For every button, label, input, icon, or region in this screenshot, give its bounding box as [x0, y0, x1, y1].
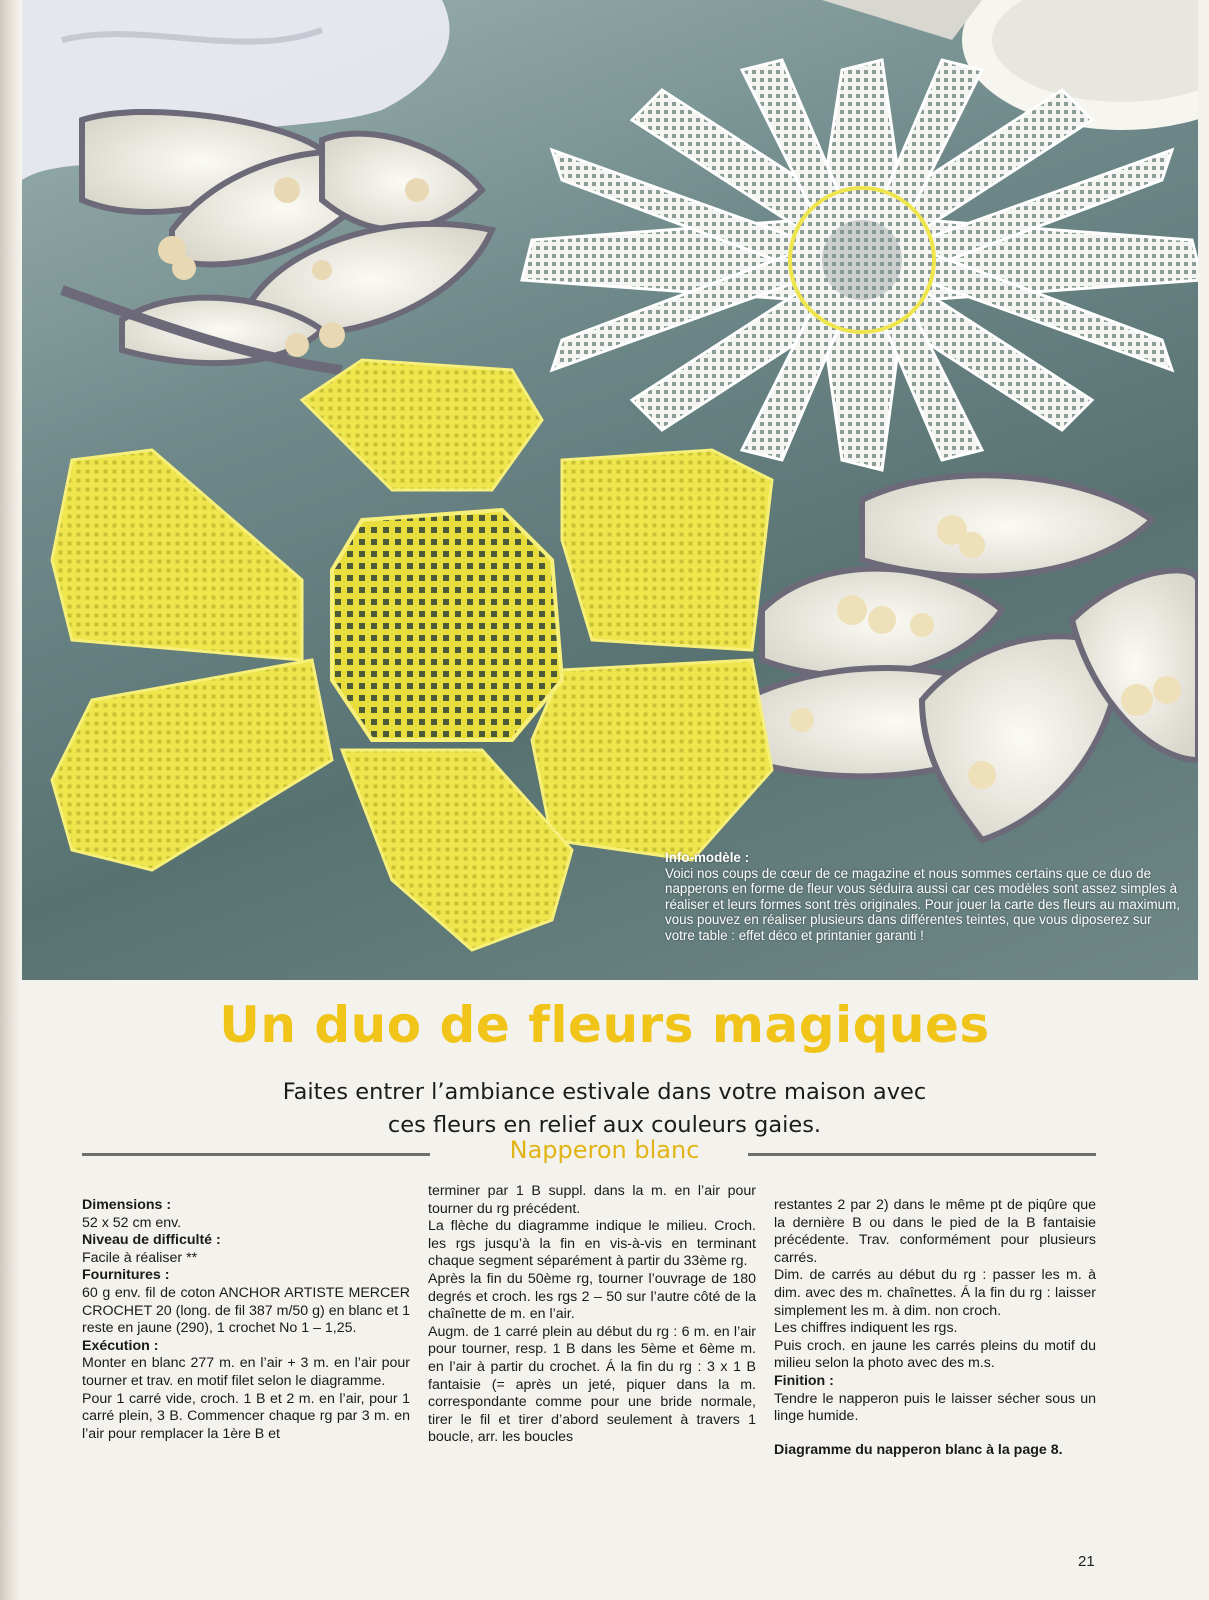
dimensions-text: 52 x 52 cm env.: [82, 1214, 182, 1231]
difficulty-label: Niveau de difficulté :: [82, 1232, 221, 1249]
column3-paragraph-3: Les chiffres indiquent les rgs.: [774, 1320, 958, 1337]
page-number: 21: [1078, 1553, 1095, 1570]
binding-edge: [0, 0, 20, 1600]
column2-paragraph-1: terminer par 1 B suppl. dans la m. en l’air pour tourner du rg précédent.: [428, 1183, 756, 1217]
column3-paragraph-4: Puis croch. en jaune les carrés pleins du motif du milieu selon la photo avec des m.s.: [774, 1337, 1096, 1372]
execution-paragraph-1: Monter en blanc 277 m. en l’air + 3 m. en l’air pour tourner et trav. en motif filet selon le diagramme.: [82, 1355, 410, 1389]
subtitle-line-2: ces fleurs en relief aux couleurs gaies.: [387, 1112, 822, 1138]
column3-paragraph-2: Dim. de carrés au début du rg : passer les m. à dim. avec des m. chaînettes. Á la fin du rg : laisser simplement les m. à dim. non croch.: [774, 1267, 1096, 1319]
supplies-label: Fournitures :: [82, 1267, 170, 1284]
column2-paragraph-4: Augm. de 1 carré plein au début du rg : 6 m. en l’air pour tourner, resp. 1 B dans les 5ème et 6ème m. en l’air à partir du crochet. Á la fin du rg : 3 x 1 B fantaisie (= après un jeté, piquer dans la m. correspondante comme pour une bride normale, tirer le fil et tirer d’abord seulement à travers 1 boucle, arr. les boucles: [428, 1323, 756, 1446]
instructions-column-3: [774, 1197, 1096, 1459]
cover-photo: [22, 0, 1198, 980]
section-divider-right: [748, 1153, 1096, 1156]
subtitle-line-1: Faites entrer l’ambiance estivale dans votre maison avec: [282, 1079, 927, 1105]
info-model-text: Voici nos coups de cœur de ce magazine et nous sommes certains que ce duo de napperons en forme de fleur vous séduira aussi car ces modèles sont assez simples à réaliser et leurs formes sont très originales. Pour jouer la carte des fleurs au maximum, vous pouvez en réaliser plusieurs dans différentes teintes, que vous diposerez sur votre table : effet déco et printanier garanti !: [665, 865, 1181, 943]
column3-paragraph-1: restantes 2 par 2) dans le même pt de piqûre que la dernière B ou dans le pied de la B fantaisie précédente. Trav. conformément pour plusieurs carrés.: [774, 1197, 1096, 1266]
diagram-reference: Diagramme du napperon blanc à la page 8.: [774, 1441, 1063, 1458]
supplies-text: 60 g env. fil de coton ANCHOR ARTISTE MERCER CROCHET 20 (long. de fil 387 m/50 g) en blanc et 1 reste en jaune (290), 1 crochet No 1 – 1,25.: [82, 1284, 410, 1337]
instructions-column-1: [82, 1197, 410, 1443]
instructions-column-2: [428, 1183, 756, 1447]
article-subtitle: [0, 1076, 1209, 1142]
article-title: Un duo de fleurs magiques: [219, 996, 990, 1054]
section-title: Napperon blanc: [509, 1136, 700, 1164]
execution-paragraph-2: Pour 1 carré vide, croch. 1 B et 2 m. en l’air, pour 1 carré plein, 3 B. Commencer chaque rg par 3 m. en l’air pour remplacer la 1ère B et: [82, 1390, 410, 1442]
difficulty-text: Facile à réaliser **: [82, 1249, 198, 1266]
finishing-label: Finition :: [774, 1372, 834, 1389]
info-model-box: [665, 850, 1185, 944]
dimensions-label: Dimensions :: [82, 1197, 172, 1213]
execution-label: Exécution :: [82, 1337, 159, 1354]
info-model-title: Info-modèle :: [665, 850, 750, 865]
finishing-text: Tendre le napperon puis le laisser sécher sous un linge humide.: [774, 1390, 1096, 1425]
column2-paragraph-3: Après la fin du 50ème rg, tourner l’ouvrage de 180 degrés et croch. les rgs 2 – 50 sur l’autre côté de la chaînette de m. en l’air.: [428, 1270, 756, 1323]
crochet-doilies-illustration: [22, 0, 1198, 980]
column2-paragraph-2: La flèche du diagramme indique le milieu. Croch. les rgs jusqu’à la fin en vis-à-vis en terminant chaque segment séparément à partir du 33ème rg.: [428, 1218, 756, 1270]
